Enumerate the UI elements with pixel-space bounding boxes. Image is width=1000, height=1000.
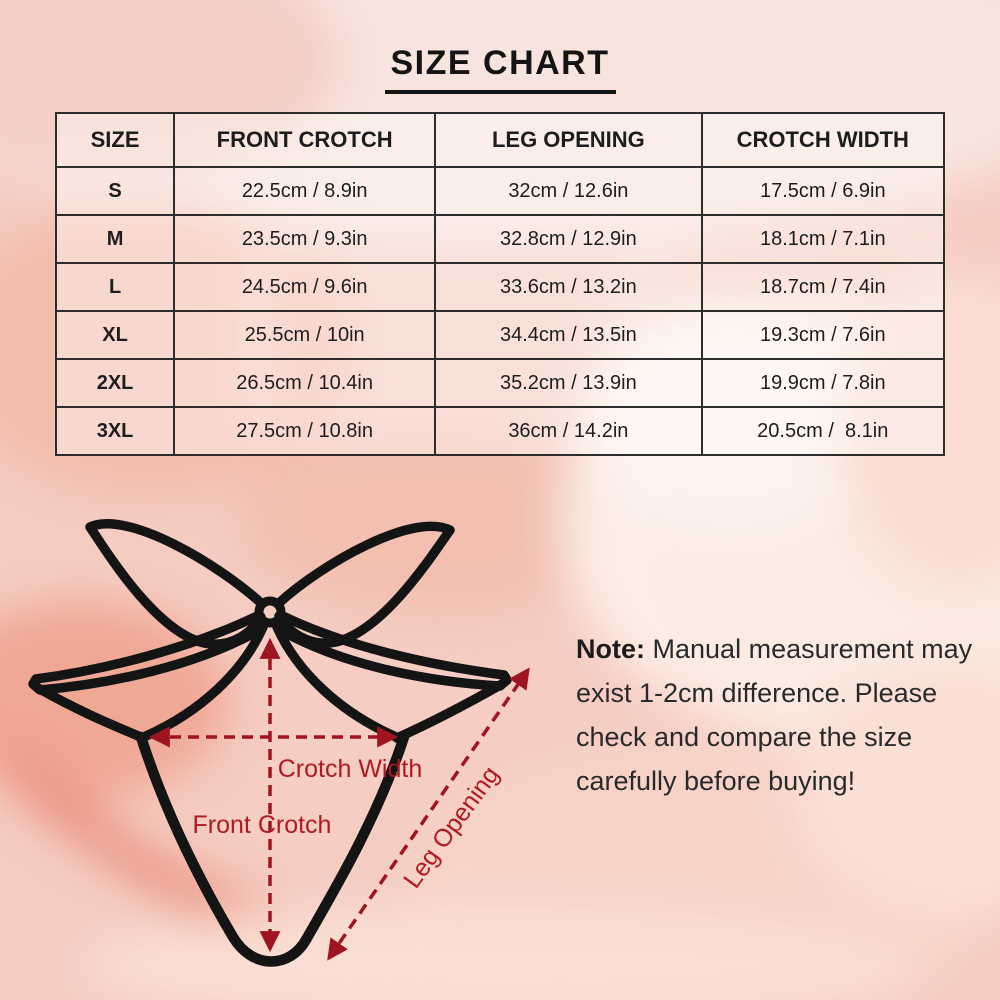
front-crotch-cell: 25.5cm / 10in bbox=[174, 311, 435, 359]
leg-opening-cell: 35.2cm / 13.9in bbox=[435, 359, 701, 407]
note-label: Note: bbox=[576, 634, 645, 664]
column-header-size: SIZE bbox=[56, 113, 174, 167]
leg-opening-label: Leg Opening bbox=[398, 761, 505, 894]
table-row bbox=[56, 407, 944, 455]
front-crotch-cell: 22.5cm / 8.9in bbox=[174, 167, 435, 215]
table-header-row bbox=[56, 113, 944, 167]
crotch-width-cell: 19.3cm / 7.6in bbox=[702, 311, 944, 359]
thong-left-panel-edge bbox=[38, 688, 143, 738]
size-table-header bbox=[56, 113, 944, 167]
leg-opening-cell: 32cm / 12.6in bbox=[435, 167, 701, 215]
leg-opening-cell: 34.4cm / 13.5in bbox=[435, 311, 701, 359]
leg-opening-cell: 36cm / 14.2in bbox=[435, 407, 701, 455]
front-crotch-cell: 27.5cm / 10.8in bbox=[174, 407, 435, 455]
column-header-front-crotch: FRONT CROTCH bbox=[174, 113, 435, 167]
size-cell: XL bbox=[56, 311, 174, 359]
crotch-width-label: Crotch Width bbox=[277, 755, 423, 783]
note-line bbox=[576, 627, 988, 671]
size-cell: M bbox=[56, 215, 174, 263]
size-table-body bbox=[56, 167, 944, 455]
front-crotch-cell: 24.5cm / 9.6in bbox=[174, 263, 435, 311]
front-crotch-cell: 26.5cm / 10.4in bbox=[174, 359, 435, 407]
note-line: carefully before buying! bbox=[576, 766, 856, 796]
thong-center-ring bbox=[259, 601, 281, 623]
column-header-crotch-width: CROTCH WIDTH bbox=[702, 113, 944, 167]
size-cell: 2XL bbox=[56, 359, 174, 407]
crotch-width-cell: 19.9cm / 7.8in bbox=[702, 359, 944, 407]
size-cell: 3XL bbox=[56, 407, 174, 455]
page-header bbox=[0, 44, 1000, 94]
page-title: SIZE CHART bbox=[385, 44, 616, 94]
table-row bbox=[56, 167, 944, 215]
leg-opening-cell: 33.6cm / 13.2in bbox=[435, 263, 701, 311]
size-cell: S bbox=[56, 167, 174, 215]
front-crotch-cell: 23.5cm / 9.3in bbox=[174, 215, 435, 263]
note-line: check and compare the size bbox=[576, 722, 913, 752]
crotch-width-cell: 18.7cm / 7.4in bbox=[702, 263, 944, 311]
note-line: exist 1-2cm difference. Please bbox=[576, 678, 938, 708]
table-row bbox=[56, 311, 944, 359]
column-header-leg-opening: LEG OPENING bbox=[435, 113, 701, 167]
crotch-width-cell: 20.5cm / 8.1in bbox=[702, 407, 944, 455]
thong-right-hip-strap bbox=[282, 617, 507, 686]
note-text: Manual measurement may bbox=[652, 634, 973, 664]
table-row bbox=[56, 215, 944, 263]
leg-opening-cell: 32.8cm / 12.9in bbox=[435, 215, 701, 263]
front-crotch-label: Front Crotch bbox=[192, 811, 332, 839]
thong-measurement-diagram bbox=[0, 500, 560, 1000]
table-row bbox=[56, 263, 944, 311]
crotch-width-cell: 17.5cm / 6.9in bbox=[702, 167, 944, 215]
size-table bbox=[55, 112, 945, 456]
measurement-note bbox=[576, 627, 988, 803]
size-cell: L bbox=[56, 263, 174, 311]
table-row bbox=[56, 359, 944, 407]
crotch-width-cell: 18.1cm / 7.1in bbox=[702, 215, 944, 263]
